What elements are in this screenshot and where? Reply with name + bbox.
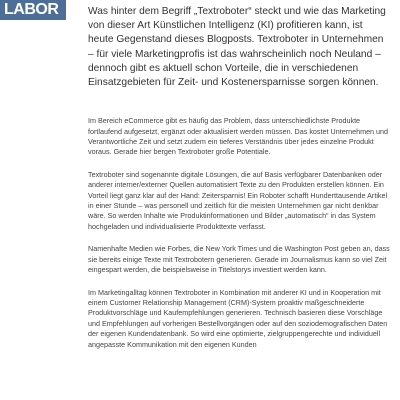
article-body: [88, 5, 390, 400]
article-intro: Was hinter dem Begriff „Textroboter“ steckt und wie das Marketing von dieser Art Künstlichen Intelligenz (KI) profitieren kann, ist heute Gegenstand dieses Blogposts. Textroboter in Unternehmen – für viele Marketingprofis ist das wahrscheinlich noch Neuland – dennoch gibt es aktuell schon Vorteile, die in verschiedenen Einsatzgebieten für Zeit- und Kostenersparnisse sorgen können.: [88, 6, 386, 89]
article-paragraph: Namenhafte Medien wie Forbes, die New York Times und die Washington Post geben an, dass sie bereits einige Texte mit Textrobotern generieren. Gerade im Journalismus kann so viel Zeit eingespart werden, die beispielsweise in Titelstorys investiert werden kann.: [88, 244, 390, 275]
article-paragraph: Im Bereich eCommerce gibt es häufig das Problem, dass unterschiedlichste Produkte fortlaufend aufgesetzt, ergänzt oder aktualisiert werden müssen. Das kostet Unternehmen und Verantwortliche Zeit und setzt zudem ein tieferes Verständnis über jedes einzelne Produkt voraus. Gerade hier bergen Textroboter große Potentiale.: [88, 116, 389, 157]
brand-logo[interactable]: LABOR: [0, 0, 66, 20]
article-paragraph: Textroboter sind sogenannte digitale Lösungen, die auf Basis verfügbarer Datenbanken oder anderer interner/externer Quellen automatisiert Texte zu den Produkten erstellen können. Ein Vorteil liegt ganz klar auf der Hand: Zeitersparnis! Ein Roboter schafft Hunderttausende Artikel in einer Stunde – was personell und zeitlich für die meisten Unternehmen gar nicht denkbar wäre. So werden Inhalte wie Produktinformationen und Bilder „automatisch“ in das System hochgeladen und individualisierte Produkttexte verfasst.: [88, 169, 388, 231]
article-paragraph: Im Marketingalltag können Textroboter in Kombination mit anderer KI und in Kooperation mit einem Customer Relationship Management (CRM)-System proaktiv maßgeschneiderte Produktvorschläge und Kaufempfehlungen generieren. Technisch basieren diese Vorschläge und Empfehlungen auf vorherigen Bestellvorgängen oder auf den soziodemografischen Daten der eigenen Kundendatenbank. So wird eine optimierte, zielgruppengerechte und individuell angepasste Kommunikation mit den eigenen Kunden: [88, 287, 388, 349]
